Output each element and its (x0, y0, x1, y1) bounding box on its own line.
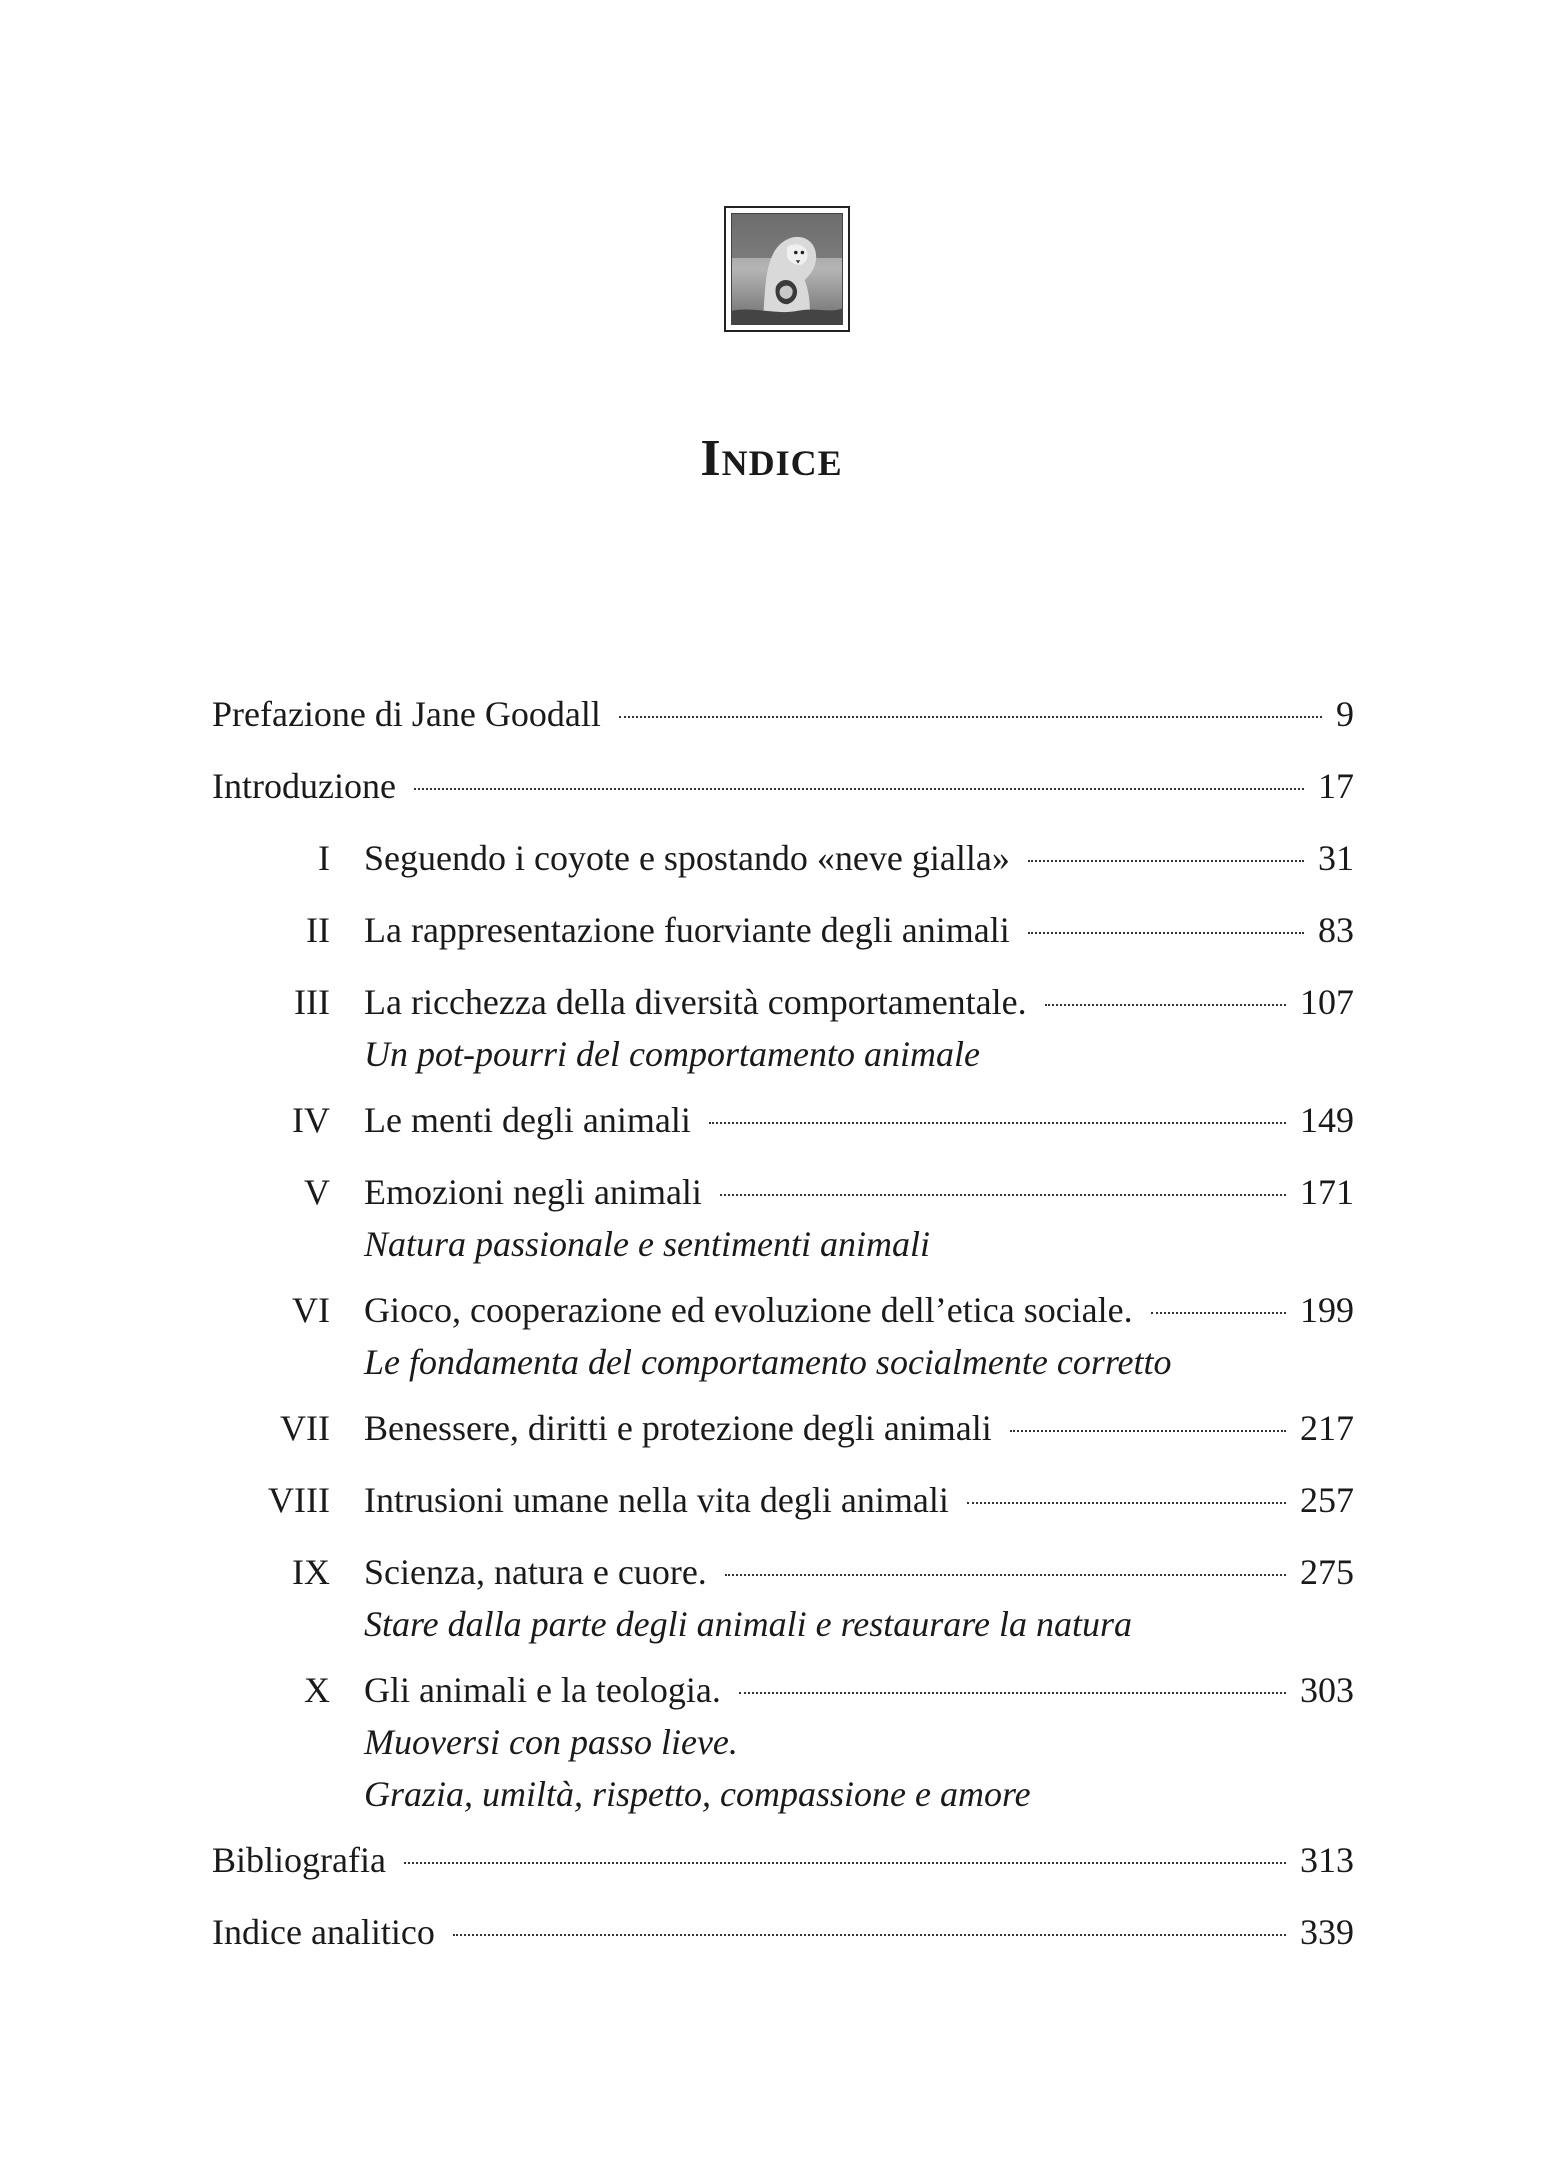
toc-entry-title: Introduzione (212, 766, 396, 806)
toc-page-number: 339 (1300, 1912, 1354, 1952)
dot-leader (709, 1122, 1286, 1124)
dot-leader (404, 1862, 1286, 1864)
toc-chapter-3[interactable] (212, 976, 1354, 1080)
toc-chapter-4[interactable] (212, 1094, 1354, 1146)
toc-page-number: 275 (1300, 1552, 1354, 1592)
chapter-title: Gioco, cooperazione ed evoluzione dell’etica sociale. (364, 1290, 1133, 1330)
chapter-number: X (304, 1670, 330, 1710)
chapter-number: VI (292, 1290, 330, 1330)
toc-page-number: 31 (1318, 838, 1354, 878)
toc-entry-prefazione[interactable] (212, 688, 1354, 740)
chapter-title: La ricchezza della diversità comportamentale. (364, 982, 1027, 1022)
dot-leader (1028, 932, 1304, 934)
chapter-number: III (294, 982, 330, 1022)
chapter-subtitle: Natura passionale e sentimenti animali (364, 1224, 930, 1264)
chapter-number: VII (280, 1408, 330, 1448)
dot-leader (725, 1574, 1286, 1576)
chapter-title: Intrusioni umane nella vita degli animali (364, 1480, 949, 1520)
toc-page-number: 83 (1318, 910, 1354, 950)
chapter-title: Seguendo i coyote e spostando «neve gialla» (364, 838, 1010, 878)
page-title: Indice (700, 429, 843, 487)
chapter-emblem (724, 206, 850, 332)
dot-leader (414, 788, 1304, 790)
chapter-number: V (304, 1172, 330, 1212)
dot-leader (1151, 1312, 1286, 1314)
dot-leader (1045, 1004, 1286, 1006)
dot-leader (1028, 860, 1304, 862)
dot-leader (967, 1502, 1286, 1504)
chapter-subtitle: Un pot-pourri del comportamento animale (364, 1034, 980, 1074)
toc-chapter-2[interactable] (212, 904, 1354, 956)
chapter-subtitle: Le fondamenta del comportamento socialmente corretto (364, 1342, 1172, 1382)
chapter-title: Gli animali e la teologia. (364, 1670, 721, 1710)
toc-page-number: 313 (1300, 1840, 1354, 1880)
toc-page-number: 217 (1300, 1408, 1354, 1448)
toc-entry-title: Bibliografia (212, 1840, 386, 1880)
chapter-number: I (318, 838, 330, 878)
toc-chapter-5[interactable] (212, 1166, 1354, 1270)
toc-chapter-10[interactable] (212, 1664, 1354, 1820)
chapter-title: Benessere, diritti e protezione degli animali (364, 1408, 992, 1448)
chapter-title: Scienza, natura e cuore. (364, 1552, 707, 1592)
toc-entry-indice-analitico[interactable] (212, 1906, 1354, 1958)
toc-page-number: 149 (1300, 1100, 1354, 1140)
toc-chapter-6[interactable] (212, 1284, 1354, 1388)
dot-leader (1010, 1430, 1286, 1432)
chapter-subtitle: Grazia, umiltà, rispetto, compassione e amore (364, 1774, 1031, 1814)
chapter-title: Le menti degli animali (364, 1100, 691, 1140)
toc-page-number: 199 (1300, 1290, 1354, 1330)
toc-chapter-1[interactable] (212, 832, 1354, 884)
dot-leader (739, 1692, 1286, 1694)
toc-page-number: 17 (1318, 766, 1354, 806)
toc-page-number: 257 (1300, 1480, 1354, 1520)
toc-page-number: 303 (1300, 1670, 1354, 1710)
toc-chapter-9[interactable] (212, 1546, 1354, 1650)
chapter-number: II (306, 910, 330, 950)
chapter-number: IV (292, 1100, 330, 1140)
chapter-subtitle: Muoversi con passo lieve. (364, 1722, 738, 1762)
dot-leader (453, 1934, 1286, 1936)
toc-page-number: 171 (1300, 1172, 1354, 1212)
chapter-title: Emozioni negli animali (364, 1172, 702, 1212)
toc-entry-title: Prefazione di Jane Goodall (212, 694, 601, 734)
toc-page-number: 107 (1300, 982, 1354, 1022)
chapter-subtitle: Stare dalla parte degli animali e restaurare la natura (364, 1604, 1132, 1644)
toc-entry-introduzione[interactable] (212, 760, 1354, 812)
toc-chapter-7[interactable] (212, 1402, 1354, 1454)
dot-leader (619, 716, 1322, 718)
chapter-title: La rappresentazione fuorviante degli animali (364, 910, 1010, 950)
dot-leader (720, 1194, 1286, 1196)
lion-photo-icon (732, 214, 842, 324)
chapter-number: IX (292, 1552, 330, 1592)
toc-entry-bibliografia[interactable] (212, 1834, 1354, 1886)
toc-chapter-8[interactable] (212, 1474, 1354, 1526)
toc-entry-title: Indice analitico (212, 1912, 435, 1952)
toc-page-number: 9 (1336, 694, 1354, 734)
table-of-contents (212, 688, 1354, 1958)
chapter-number: VIII (268, 1480, 330, 1520)
